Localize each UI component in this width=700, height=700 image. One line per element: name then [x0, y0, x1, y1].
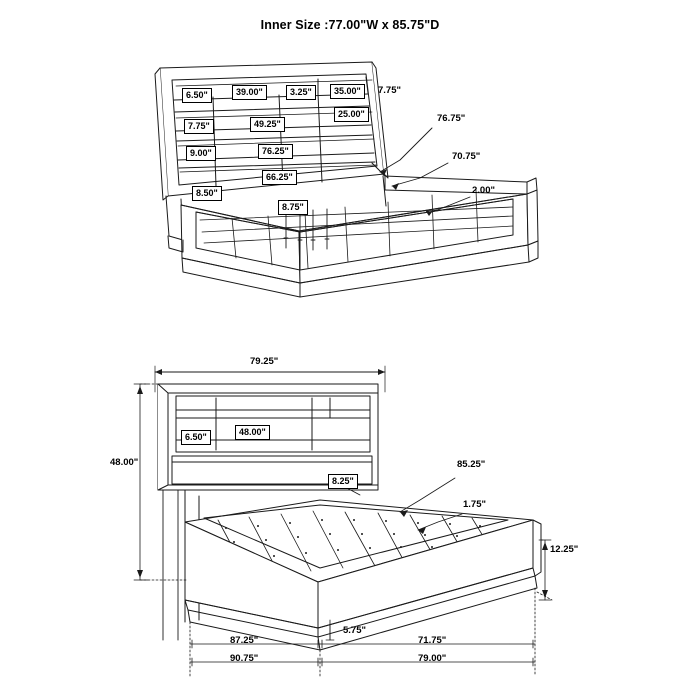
dimension-label: 6.50" [182, 88, 212, 103]
dimension-label: 48.00" [110, 457, 139, 468]
dimension-label: 25.00" [334, 107, 369, 122]
dimension-label: 5.75" [343, 625, 366, 636]
dimension-label: 49.25" [250, 117, 285, 132]
dimension-label: 6.50" [181, 430, 211, 445]
dimension-label: 3.25" [286, 85, 316, 100]
dimension-label: 87.25" [230, 635, 259, 646]
dimension-label: 70.75" [452, 151, 481, 162]
dimension-label: 90.75" [230, 653, 259, 664]
dimension-label: 79.00" [418, 653, 447, 664]
dimension-label: 66.25" [262, 170, 297, 185]
dimension-label: 85.25" [457, 459, 486, 470]
dimension-label: 9.00" [186, 146, 216, 161]
page-title: Inner Size :77.00"W x 85.75"D [260, 18, 440, 32]
dimension-label: 7.75" [378, 85, 401, 96]
dimension-label: 76.75" [437, 113, 466, 124]
dimension-label: 8.75" [278, 200, 308, 215]
dimension-label: 71.75" [418, 635, 447, 646]
dimension-label: 1.75" [463, 499, 486, 510]
dimension-label: 48.00" [235, 425, 270, 440]
dimension-label: 39.00" [232, 85, 267, 100]
dimension-label: 76.25" [258, 144, 293, 159]
dimension-label: 12.25" [550, 544, 579, 555]
dimension-label: 8.25" [328, 474, 358, 489]
dimension-label: 79.25" [250, 356, 279, 367]
dimension-label: 35.00" [330, 84, 365, 99]
dimension-label: 7.75" [184, 119, 214, 134]
dimension-label: 8.50" [192, 186, 222, 201]
dimension-label: 2.00" [472, 185, 495, 196]
